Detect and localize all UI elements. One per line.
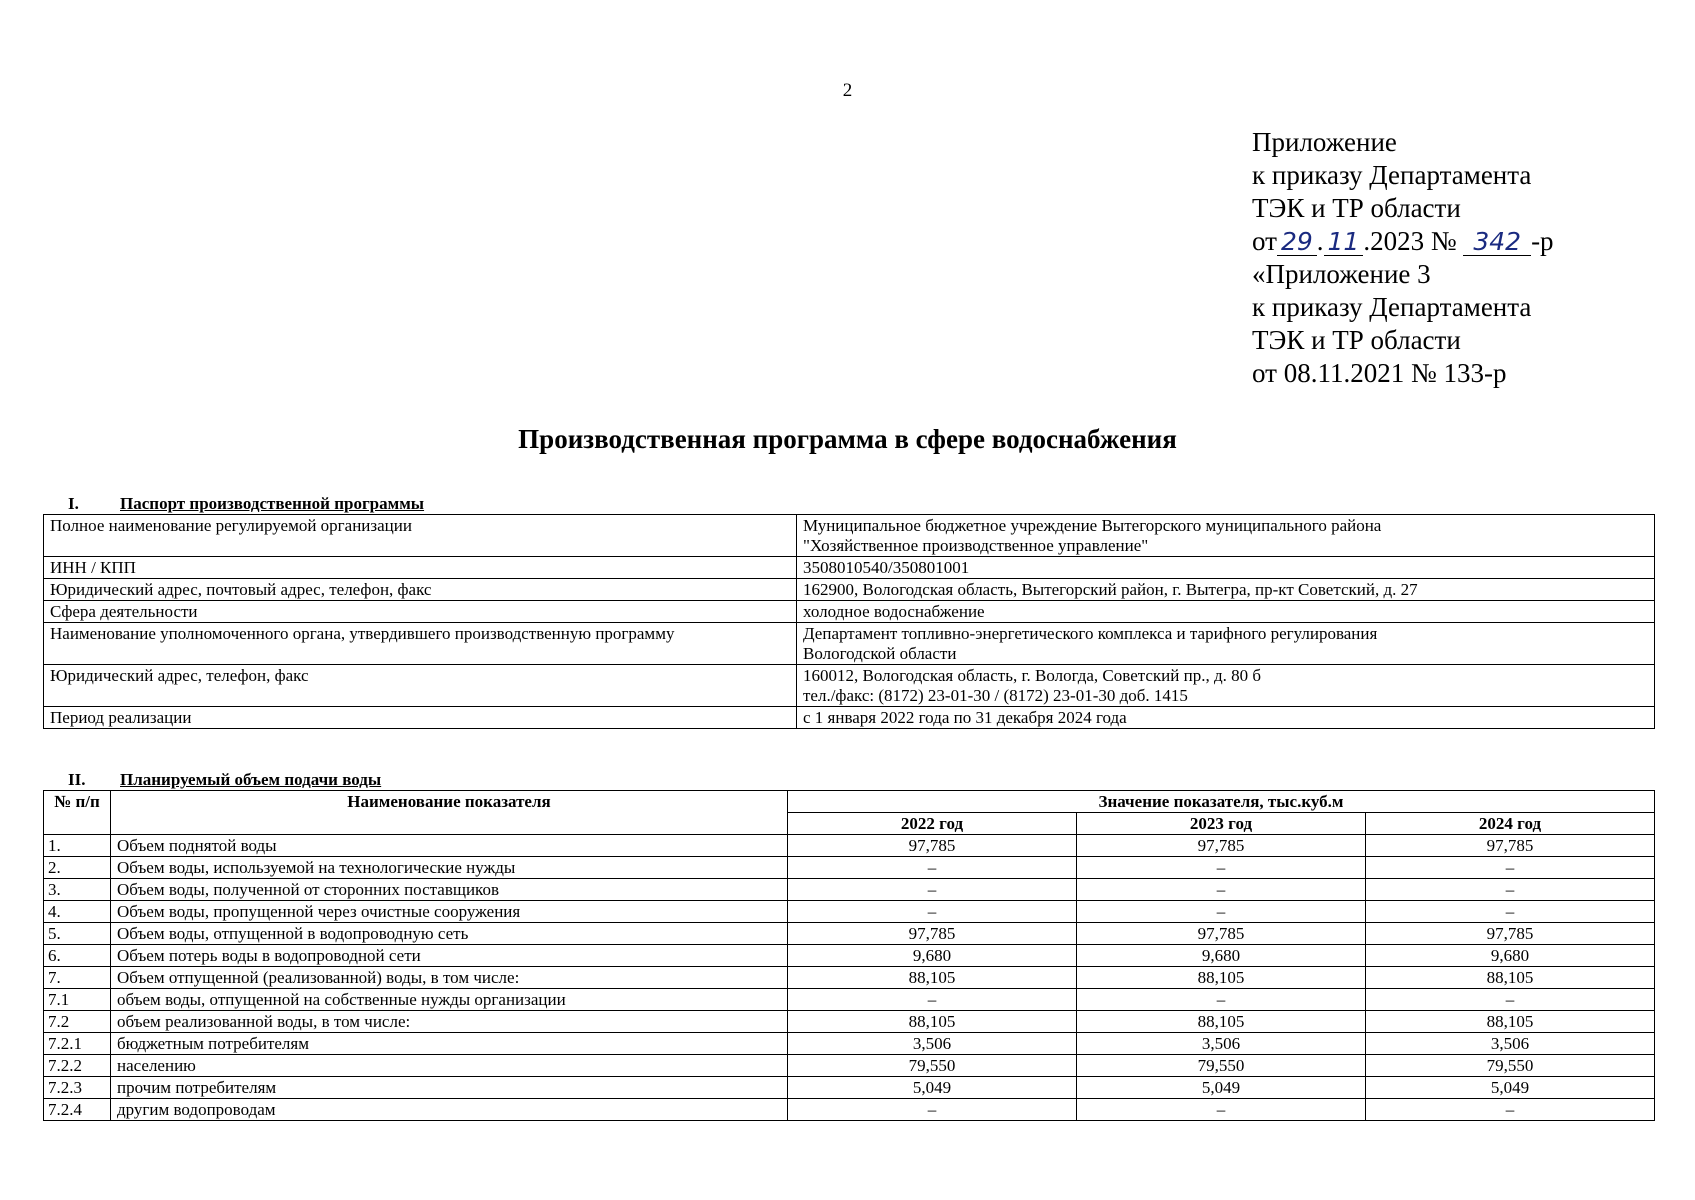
handwritten-day: 29 — [1277, 229, 1317, 256]
row-number: 7.2.2 — [44, 1055, 111, 1077]
passport-value — [797, 557, 1655, 579]
water-volume-table — [43, 790, 1655, 1121]
passport-label: Полное наименование регулируемой организации — [44, 515, 797, 557]
table-row — [44, 1055, 1655, 1077]
row-number: 4. — [44, 901, 111, 923]
row-value: – — [1366, 901, 1655, 923]
passport-value — [797, 623, 1655, 665]
header-year: 2022 год — [788, 813, 1077, 835]
passport-value-line: 162900, Вологодская область, Вытегорский район, г. Вытегра, пр-кт Советский, д. 27 — [803, 580, 1418, 599]
passport-label: ИНН / КПП — [44, 557, 797, 579]
passport-row — [44, 623, 1655, 665]
table-row — [44, 857, 1655, 879]
passport-value — [797, 579, 1655, 601]
row-indicator-name: Объем воды, полученной от сторонних поставщиков — [111, 879, 788, 901]
row-value: 3,506 — [788, 1033, 1077, 1055]
passport-row — [44, 707, 1655, 729]
section-number: II. — [68, 770, 86, 789]
row-indicator-name: бюджетным потребителям — [111, 1033, 788, 1055]
appendix-line: «Приложение 3 — [1252, 259, 1431, 289]
row-value: 79,550 — [1077, 1055, 1366, 1077]
row-value: 88,105 — [1077, 967, 1366, 989]
row-number: 2. — [44, 857, 111, 879]
row-value: 79,550 — [1366, 1055, 1655, 1077]
section-number: I. — [68, 494, 79, 513]
passport-row — [44, 579, 1655, 601]
row-value: – — [788, 879, 1077, 901]
table-row — [44, 901, 1655, 923]
passport-table — [43, 514, 1655, 729]
row-value: 97,785 — [1366, 835, 1655, 857]
table-row — [44, 1011, 1655, 1033]
row-indicator-name: прочим потребителям — [111, 1077, 788, 1099]
row-indicator-name: Объем воды, пропущенной через очистные сооружения — [111, 901, 788, 923]
row-value: 97,785 — [788, 923, 1077, 945]
row-value: – — [788, 1099, 1077, 1121]
row-indicator-name: объем воды, отпущенной на собственные нужды организации — [111, 989, 788, 1011]
appendix-line: к приказу Департамента — [1252, 160, 1532, 190]
passport-label: Юридический адрес, телефон, факс — [44, 665, 797, 707]
passport-row — [44, 665, 1655, 707]
row-indicator-name: Объем воды, используемой на технологические нужды — [111, 857, 788, 879]
section-title: Планируемый объем подачи воды — [120, 770, 382, 789]
row-value: 97,785 — [1077, 835, 1366, 857]
passport-value-line: 3508010540/350801001 — [803, 558, 970, 577]
row-indicator-name: населению — [111, 1055, 788, 1077]
order-suffix: -р — [1531, 226, 1554, 256]
table-row — [44, 923, 1655, 945]
table-row — [44, 1077, 1655, 1099]
date-separator: . — [1316, 226, 1324, 256]
row-indicator-name: Объем воды, отпущенной в водопроводную сеть — [111, 923, 788, 945]
row-value: 5,049 — [1366, 1077, 1655, 1099]
table-row — [44, 1033, 1655, 1055]
table-row — [44, 945, 1655, 967]
row-number: 7.2.4 — [44, 1099, 111, 1121]
row-number: 3. — [44, 879, 111, 901]
row-value: – — [1077, 879, 1366, 901]
row-value: – — [1366, 857, 1655, 879]
passport-value-line: с 1 января 2022 года по 31 декабря 2024 года — [803, 708, 1127, 727]
row-value: 88,105 — [1366, 967, 1655, 989]
date-prefix: от — [1252, 226, 1277, 256]
header-year: 2023 год — [1077, 813, 1366, 835]
section-2-heading — [68, 770, 381, 790]
row-indicator-name: Объем поднятой воды — [111, 835, 788, 857]
passport-value-line: Департамент топливно-энергетического комплекса и тарифного регулирования — [803, 624, 1378, 643]
row-number: 5. — [44, 923, 111, 945]
row-indicator-name: объем реализованной воды, в том числе: — [111, 1011, 788, 1033]
appendix-line: от 08.11.2021 № 133-р — [1252, 358, 1507, 388]
row-value: 88,105 — [1366, 1011, 1655, 1033]
appendix-line: Приложение — [1252, 127, 1397, 157]
row-value: 3,506 — [1077, 1033, 1366, 1055]
row-number: 7.1 — [44, 989, 111, 1011]
row-value: – — [788, 989, 1077, 1011]
appendix-line: ТЭК и ТР области — [1252, 325, 1461, 355]
section-title: Паспорт производственной программы — [120, 494, 425, 513]
appendix-line: ТЭК и ТР области — [1252, 193, 1461, 223]
passport-value-line: "Хозяйственное производственное управление" — [803, 536, 1149, 555]
passport-row — [44, 557, 1655, 579]
row-value: – — [1366, 1099, 1655, 1121]
section-1-heading — [68, 494, 424, 514]
passport-label: Период реализации — [44, 707, 797, 729]
row-value: 88,105 — [1077, 1011, 1366, 1033]
passport-value-line: 160012, Вологодская область, г. Вологда, Советский пр., д. 80 б — [803, 666, 1262, 685]
appendix-line: к приказу Департамента — [1252, 292, 1532, 322]
row-value: 9,680 — [1366, 945, 1655, 967]
row-value: – — [1077, 1099, 1366, 1121]
header-number: № п/п — [44, 791, 111, 835]
handwritten-month: 11 — [1324, 229, 1364, 256]
appendix-date-line — [1252, 225, 1682, 258]
row-value: 97,785 — [1077, 923, 1366, 945]
row-value: – — [788, 857, 1077, 879]
row-value: 97,785 — [1366, 923, 1655, 945]
header-indicator-value: Значение показателя, тыс.куб.м — [788, 791, 1655, 813]
row-value: – — [1366, 879, 1655, 901]
row-number: 7.2.3 — [44, 1077, 111, 1099]
row-value: 3,506 — [1366, 1033, 1655, 1055]
page-number: 2 — [842, 80, 853, 101]
passport-row — [44, 601, 1655, 623]
passport-value — [797, 665, 1655, 707]
row-value: – — [788, 901, 1077, 923]
header-indicator-name: Наименование показателя — [111, 791, 788, 835]
passport-label: Юридический адрес, почтовый адрес, телефон, факс — [44, 579, 797, 601]
row-value: – — [1077, 989, 1366, 1011]
row-number: 1. — [44, 835, 111, 857]
table-row — [44, 989, 1655, 1011]
document-title: Производственная программа в сфере водоснабжения — [518, 424, 1177, 454]
table-row — [44, 879, 1655, 901]
passport-value-line: Муниципальное бюджетное учреждение Вытегорского муниципального района — [803, 516, 1382, 535]
passport-value-line: холодное водоснабжение — [803, 602, 985, 621]
appendix-block — [1252, 126, 1682, 390]
passport-value-line: Вологодской области — [803, 644, 957, 663]
table-row — [44, 1099, 1655, 1121]
row-value: 97,785 — [788, 835, 1077, 857]
table-row — [44, 967, 1655, 989]
row-number: 7. — [44, 967, 111, 989]
passport-value-line: тел./факс: (8172) 23-01-30 / (8172) 23-01-30 доб. 1415 — [803, 686, 1188, 705]
row-value: – — [1077, 857, 1366, 879]
row-value: 9,680 — [1077, 945, 1366, 967]
row-number: 7.2.1 — [44, 1033, 111, 1055]
passport-value — [797, 515, 1655, 557]
row-value: 5,049 — [788, 1077, 1077, 1099]
row-value: – — [1077, 901, 1366, 923]
passport-label: Наименование уполномоченного органа, утвердившего производственную программу — [44, 623, 797, 665]
row-number: 6. — [44, 945, 111, 967]
passport-value — [797, 601, 1655, 623]
row-value: – — [1366, 989, 1655, 1011]
row-indicator-name: другим водопроводам — [111, 1099, 788, 1121]
table-row — [44, 835, 1655, 857]
row-value: 5,049 — [1077, 1077, 1366, 1099]
header-year: 2024 год — [1366, 813, 1655, 835]
row-number: 7.2 — [44, 1011, 111, 1033]
row-indicator-name: Объем отпущенной (реализованной) воды, в том числе: — [111, 967, 788, 989]
row-value: 9,680 — [788, 945, 1077, 967]
row-value: 79,550 — [788, 1055, 1077, 1077]
passport-label: Сфера деятельности — [44, 601, 797, 623]
handwritten-order-number: 342 — [1463, 229, 1531, 256]
date-year: .2023 № — [1363, 226, 1457, 256]
row-value: 88,105 — [788, 1011, 1077, 1033]
passport-value — [797, 707, 1655, 729]
row-value: 88,105 — [788, 967, 1077, 989]
row-indicator-name: Объем потерь воды в водопроводной сети — [111, 945, 788, 967]
passport-row — [44, 515, 1655, 557]
